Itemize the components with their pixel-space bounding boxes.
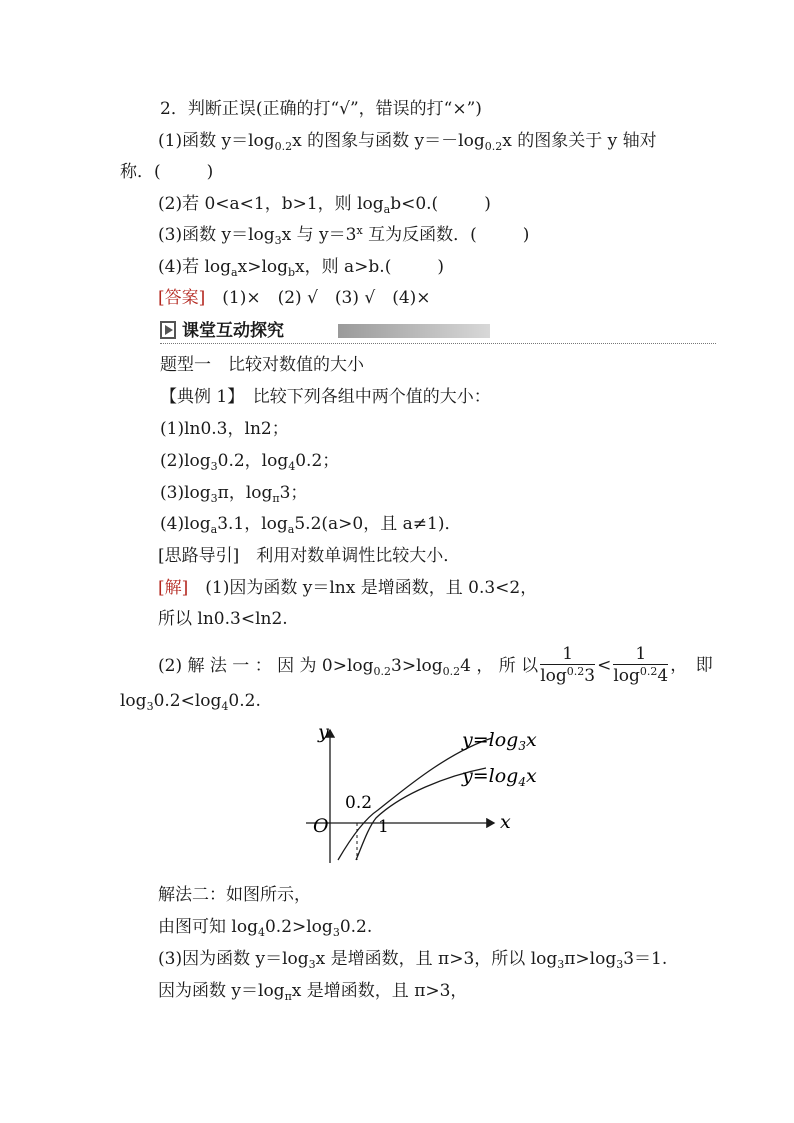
topic-heading: 题型一 比较对数值的大小: [160, 355, 364, 375]
section-header: [160, 320, 716, 342]
solution-part-3b: 因为函数 $y=\log_\pi x$ 是增函数，且 π>3，: [158, 981, 468, 1003]
section-title: 课堂互动探究: [182, 321, 284, 341]
answer-tag: [答案]: [158, 288, 206, 308]
origin-label: O: [313, 815, 329, 837]
answer-line: [158, 287, 431, 309]
play-arrow-icon: [160, 321, 176, 339]
section-shade-bar: [338, 324, 490, 338]
fraction-1: $\frac{1}{\log^{0.2}3}$: [540, 644, 596, 686]
solution-method-2: 解法二：如图所示，: [158, 885, 311, 905]
solution-method-1: (2) 解 法 一 ： 因 为 $0>\log_{0.2}3>\log_{0.2}4$ ， 所 以 $\frac{1}{\log^{0.2}3}$ < $\frac{1}{\log^{0.2}4}$ ， 即: [158, 644, 713, 686]
hint-tag: [思路导引]: [158, 546, 240, 566]
question-item-2: (2)若 0<a<1，b>1，则 $\log_ab<0$.( ): [158, 194, 491, 216]
solution-line-1b: 所以 ln0.3<ln2.: [158, 609, 288, 629]
example-part-4: $(4)\log_a3.1$，$\log_a5.2(a>0$，且 a≠1)．: [160, 514, 462, 536]
solution-part-3: (3)因为函数 $y=\log_3x$ 是增函数，且 π>3，所以 $\log_3\pi>\log_33=1$.: [158, 949, 668, 971]
question-title: 2．判断正误(正确的打“√”，错误的打“×”): [160, 99, 482, 119]
y-axis-label: y: [318, 721, 329, 743]
question-item-4: (4)若 $\log_ax>\log_bx$，则 a>b.( ): [158, 257, 444, 279]
section-divider: [160, 343, 716, 344]
x-axis-label: x: [500, 811, 511, 833]
solution-method-2-result: 由图可知 $\log_40.2>\log_30.2$.: [158, 917, 373, 939]
tick-label-0-2: 0.2: [345, 793, 373, 813]
example-part-2: $(2)\log_30.2$，$\log_40.2$；: [160, 451, 340, 473]
curve-label-log3: $y=\log_3x$: [462, 729, 537, 753]
example-part-1: (1)ln0.3，ln2；: [160, 419, 289, 439]
solution-line-1: [解] (1)因为函数 y＝lnx 是增函数，且 0.3<2，: [158, 578, 538, 598]
solution-method-1-cont: $\log_30.2<\log_40.2$.: [120, 691, 261, 713]
tick-label-1: 1: [378, 817, 389, 837]
hint-line: [思路导引] 利用对数单调性比较大小．: [158, 546, 461, 566]
example-heading: 【典例 1】 比较下列各组中两个值的大小：: [160, 387, 491, 407]
example-part-3: $(3)\log_3\pi$，$\log_\pi 3$；: [160, 483, 308, 505]
question-item-3: (3)函数 $y=\log_3x$ 与 $y=3^x$ 互为反函数．( ): [158, 224, 530, 247]
curve-label-log4: $y=\log_4x$: [462, 765, 537, 789]
question-item-1-wrap: 称．( ): [120, 162, 214, 182]
log-graph: [296, 718, 546, 868]
question-item-1: (1)函数 $y=\log_{0.2}x$ 的图象与函数 $y=-\log_{0.2}x$ 的图象关于 y 轴对: [158, 131, 657, 153]
example-tag: 【典例 1】: [160, 387, 236, 407]
fraction-2: $\frac{1}{\log^{0.2}4}$: [613, 644, 669, 686]
solution-tag: [解]: [158, 578, 189, 598]
answer-text: (1)× (2) √ (3) √ (4)×: [222, 288, 431, 308]
